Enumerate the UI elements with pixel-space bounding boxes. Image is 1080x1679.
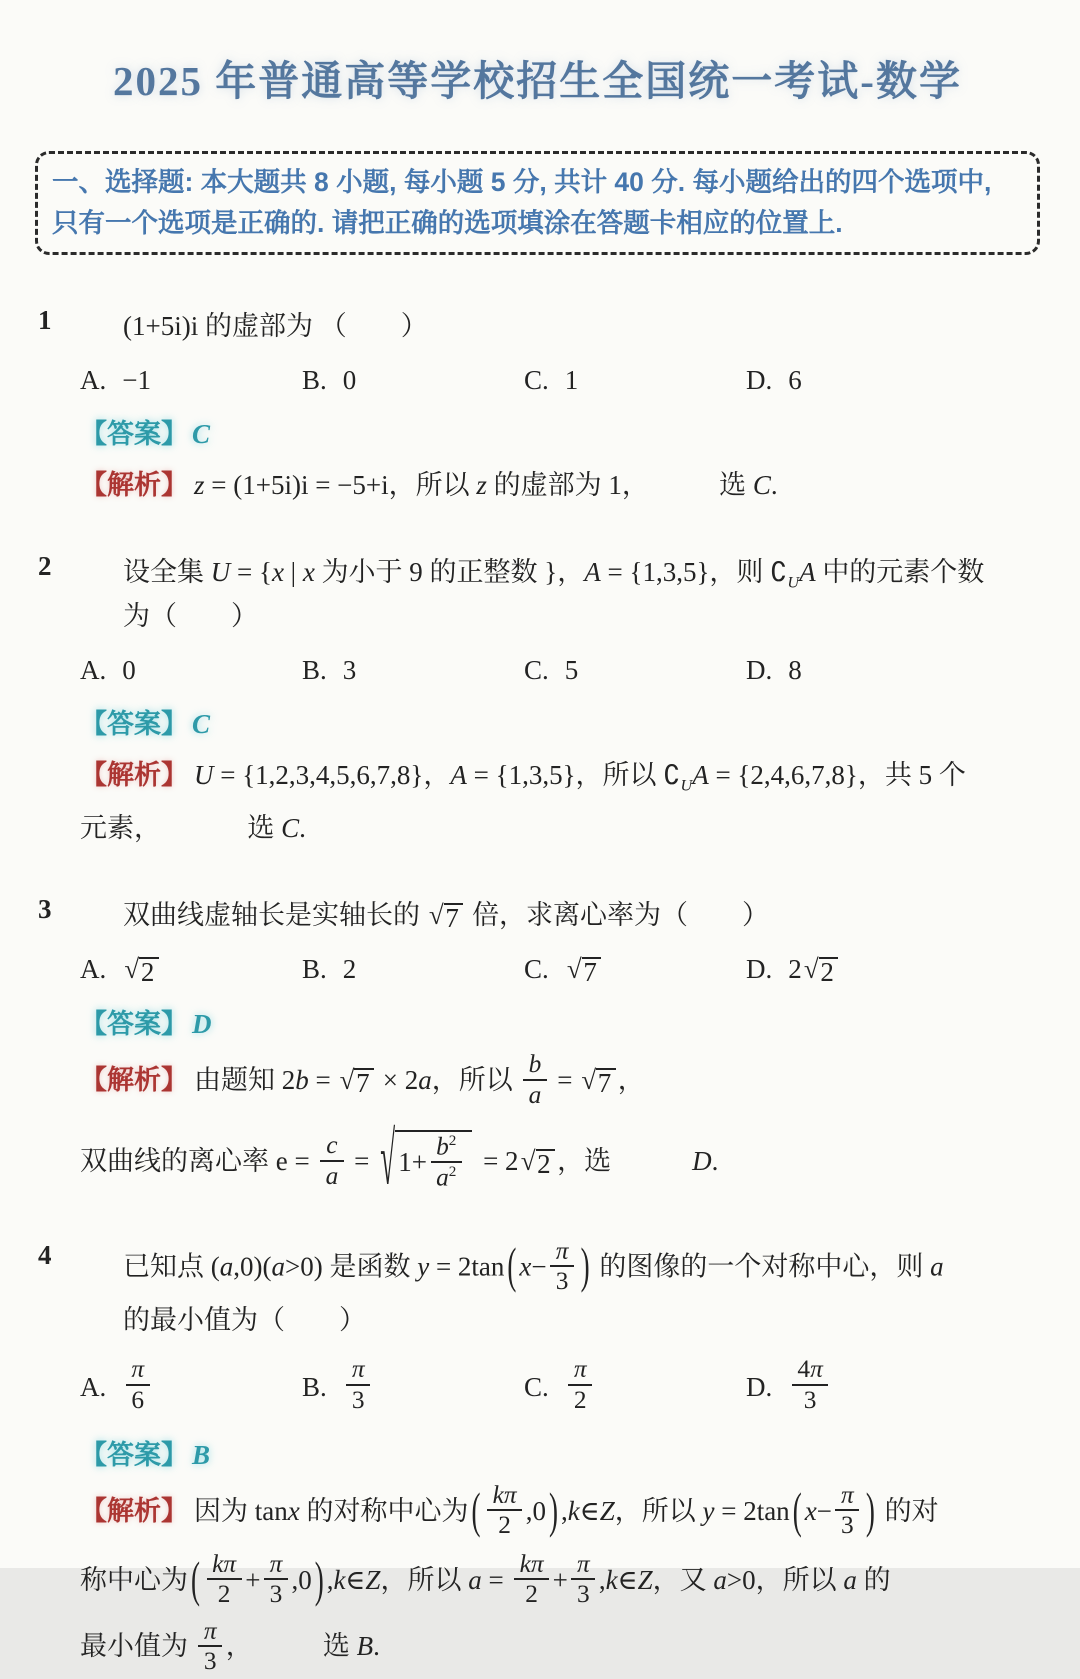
option-value: 5 — [564, 655, 579, 686]
question-number: 1 — [38, 305, 52, 336]
analysis-text: U = {1,2,3,4,5,6,7,8}，A = {1,3,5}，所以 $∁_UA = \{2,4,6,7,8\}$，共 5 个 — [194, 760, 966, 795]
analysis-text: 最小值为 $\frac{\pi}{3}$ ， 选 B. — [80, 1616, 380, 1676]
option-value: 3 — [342, 655, 357, 686]
answer-label: 【答案】 — [80, 418, 188, 449]
analysis-line — [80, 463, 1040, 509]
option-a — [80, 365, 302, 396]
question-number: 2 — [38, 550, 52, 581]
option-value: 2 — [342, 954, 357, 985]
analysis-line — [80, 1481, 1040, 1543]
answer-value: B — [192, 1440, 211, 1471]
analysis-text: 称中心为 ( $\frac{k\pi}{2}$ + $\frac{\pi}{3}$ ,0 ) ,k∈Z，所以 a = $\frac{k\pi}{2}$ + $\frac{\pi}{3}$ ,k∈Z，又 a>0，所以 a 的 — [80, 1549, 891, 1609]
options-row — [80, 655, 1040, 686]
question-3 — [35, 893, 1040, 1201]
answer-label: 【答案】 — [80, 709, 188, 740]
option-value: 8 — [788, 655, 802, 686]
question-stem: 双曲线虚轴长是实轴长的 √ 7 倍，求离心率为（ ） — [123, 899, 770, 933]
option-value: 1 — [564, 364, 579, 395]
option-b — [302, 954, 524, 985]
question-number: 4 — [38, 1239, 52, 1270]
analysis-label: 【解析】 — [80, 760, 188, 791]
option-label: C. — [524, 364, 549, 395]
question-stem: (1+5i)i 的虚部为 （ ） — [123, 311, 428, 342]
analysis-line — [80, 1616, 1040, 1679]
answer-value: C — [192, 709, 211, 740]
analysis-text: 因为 tanx 的对称中心为 ( $\frac{k\pi}{2}$ ,0 ) ,k∈Z，所以 y = 2tan ( x− $\frac{\pi}{3}$ ) 的对 — [194, 1481, 939, 1540]
answer-line — [80, 1433, 1040, 1472]
options-row — [80, 954, 1040, 987]
option-d — [746, 1355, 1040, 1417]
analysis-line — [80, 1117, 1040, 1201]
answer-line — [80, 412, 1040, 451]
analysis-block — [80, 1050, 1040, 1201]
analysis-label: 【解析】 — [80, 1064, 188, 1095]
analysis-label: 【解析】 — [80, 469, 188, 500]
option-d — [746, 655, 1040, 686]
analysis-text: 元素， 选 C. — [80, 813, 306, 844]
question-stem: 的最小值为（ ） — [123, 1304, 366, 1335]
option-label: D. — [746, 655, 773, 686]
answer-line — [80, 702, 1040, 741]
option-label: A. — [80, 1372, 107, 1403]
answer-line — [80, 1002, 1040, 1041]
option-label: C. — [524, 1372, 549, 1403]
section-instructions-box — [35, 151, 1040, 255]
answer-label: 【答案】 — [80, 1009, 188, 1040]
analysis-line — [80, 806, 1040, 852]
option-value: 2 √ 2 — [788, 954, 840, 987]
analysis-label: 【解析】 — [80, 1495, 188, 1526]
option-value: 0 — [122, 655, 136, 686]
option-value: 6 — [788, 364, 802, 395]
question-stem: 设全集 U = {x | x 为小于 9 的正整数 }，A = {1,3,5}，则 $∁_UA$ 中的元素个数 — [123, 556, 985, 592]
option-value: $\frac{4\pi}{3}$ — [788, 1358, 832, 1417]
option-b — [302, 1355, 524, 1417]
option-label: B. — [302, 655, 327, 686]
option-b — [302, 365, 524, 396]
question-2 — [35, 551, 1040, 852]
option-d — [746, 365, 1040, 396]
options-row — [80, 1355, 1040, 1417]
option-label: D. — [746, 364, 773, 395]
option-label: C. — [524, 655, 549, 686]
option-value: −1 — [122, 364, 151, 395]
option-value: √ 7 — [565, 954, 604, 987]
answer-value: D — [192, 1009, 212, 1040]
analysis-text: 双曲线的离心率 e = $\frac{c}{a}$ = √ 1+ $\frac{b^2}{a^2}$ = 2 √ 2 ，选 D. — [80, 1117, 719, 1201]
answer-label: 【答案】 — [80, 1440, 188, 1471]
option-d — [746, 954, 1040, 987]
option-a — [80, 1355, 302, 1417]
option-label: D. — [746, 954, 773, 985]
option-c — [524, 1355, 746, 1417]
option-label: D. — [746, 1372, 773, 1403]
analysis-text: z = (1+5i)i = −5+i，所以 z 的虚部为 1， 选 C. — [194, 469, 778, 500]
question-stem: 为（ ） — [123, 601, 258, 632]
options-row — [80, 365, 1040, 396]
option-label: B. — [302, 1372, 327, 1403]
option-value: $\frac{\pi}{6}$ — [122, 1358, 153, 1417]
option-b — [302, 655, 524, 686]
section-instructions-text: 一、选择题: 本大题共 8 小题, 每小题 5 分, 共计 40 分. 每小题给出的四个选项中, 只有一个选项是正确的. 请把正确的选项填涂在答题卡相应的位置上. — [52, 167, 992, 239]
answer-value: C — [192, 418, 211, 449]
option-label: A. — [80, 655, 107, 686]
option-a — [80, 954, 302, 987]
option-c — [524, 365, 746, 396]
page-title: 2025 年普通高等学校招生全国统一考试-数学 — [113, 58, 962, 104]
option-label: A. — [80, 364, 107, 395]
option-label: C. — [524, 954, 549, 985]
option-c — [524, 655, 746, 686]
option-value: √ 2 — [122, 954, 161, 987]
analysis-line — [80, 753, 1040, 800]
option-value: 0 — [342, 364, 357, 395]
question-stem: 已知点 (a,0)(a>0) 是函数 y = 2tan ( x− $\frac{\pi}{3}$ ) 的图像的一个对称中心，则 a — [123, 1236, 944, 1296]
question-1 — [35, 305, 1040, 509]
analysis-text: 由题知 2b = √ 7 × 2a，所以 $\frac{b}{a}$ = √ 7 ， — [194, 1050, 645, 1109]
analysis-block — [80, 1481, 1040, 1678]
analysis-block — [80, 753, 1040, 852]
analysis-line — [80, 1050, 1040, 1112]
option-label: A. — [80, 954, 107, 985]
analysis-block — [80, 463, 1040, 509]
option-value: $\frac{\pi}{3}$ — [343, 1358, 374, 1417]
analysis-line — [80, 1549, 1040, 1612]
option-a — [80, 655, 302, 686]
question-4 — [35, 1236, 1040, 1679]
option-label: B. — [302, 364, 327, 395]
question-number: 3 — [38, 893, 52, 924]
option-value: $\frac{\pi}{2}$ — [565, 1358, 596, 1417]
option-c — [524, 954, 746, 987]
option-label: B. — [302, 954, 327, 985]
